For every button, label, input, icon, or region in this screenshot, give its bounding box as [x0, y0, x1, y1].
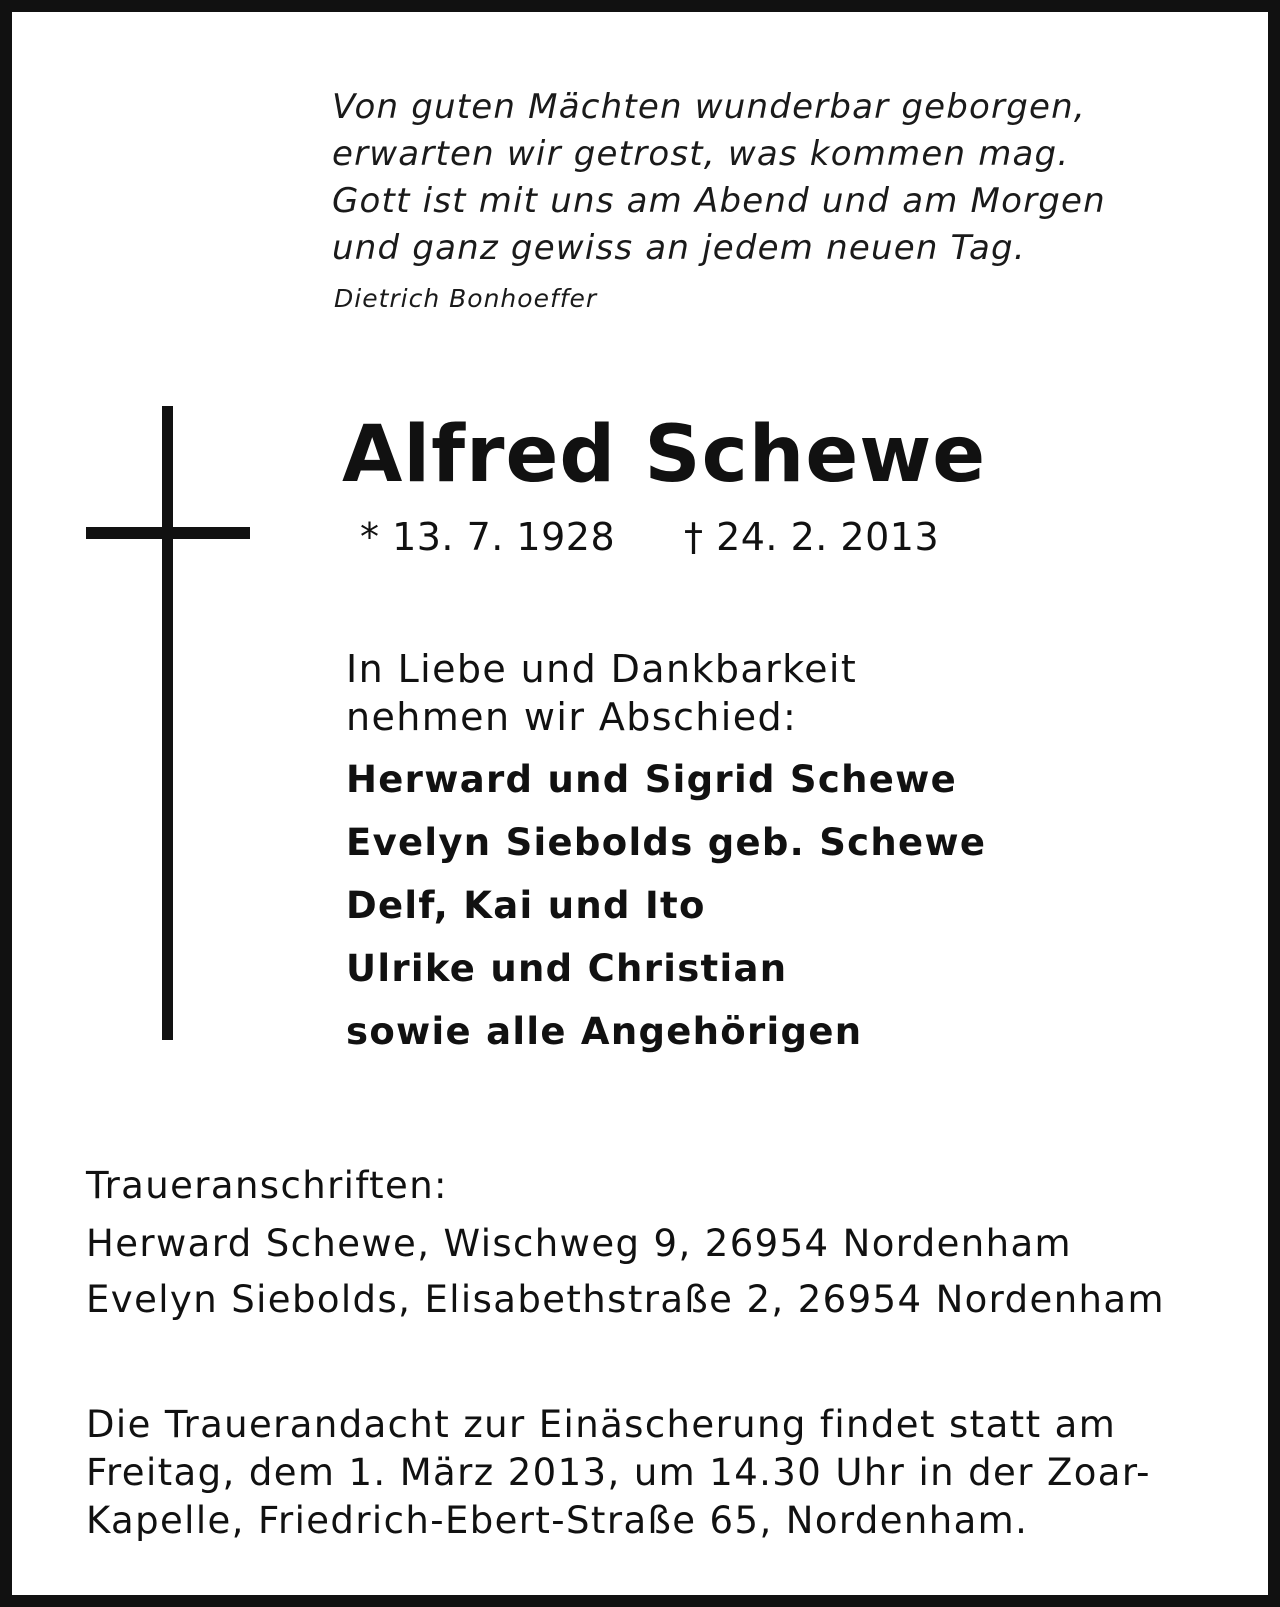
mourner-item: Ulrike und Christian — [346, 947, 788, 990]
farewell-line: nehmen wir Abschied: — [346, 695, 798, 739]
service-line: Kapelle, Friedrich-Ebert-Straße 65, Nordenham. — [86, 1499, 1029, 1542]
address-line: Herward Schewe, Wischweg 9, 26954 Nordenham — [86, 1222, 1072, 1265]
mourner-item: sowie alle Angehörigen — [346, 1010, 863, 1053]
quote-author: Dietrich Bonhoeffer — [334, 284, 598, 313]
cross-horizontal-beam — [86, 527, 250, 539]
service-line: Freitag, dem 1. März 2013, um 14.30 Uhr in der Zoar- — [86, 1451, 1151, 1494]
mourners-list — [346, 754, 986, 1069]
addresses-heading: Traueranschriften: — [86, 1164, 448, 1207]
deceased-name: Alfred Schewe — [342, 410, 987, 500]
quote-line: Gott ist mit uns am Abend und am Morgen — [332, 181, 1106, 221]
farewell-line: In Liebe und Dankbarkeit — [346, 647, 858, 691]
farewell-text — [346, 645, 857, 741]
quote-line: und ganz gewiss an jedem neuen Tag. — [332, 228, 1026, 268]
funeral-service-info — [86, 1401, 1151, 1545]
birth-date: * 13. 7. 1928 — [360, 515, 616, 559]
service-line: Die Trauerandacht zur Einäscherung findet statt am — [86, 1403, 1117, 1446]
mourner-item: Evelyn Siebolds geb. Schewe — [346, 821, 987, 864]
quote-line: Von guten Mächten wunderbar geborgen, — [332, 87, 1086, 127]
mourner-item: Herward und Sigrid Schewe — [346, 758, 958, 801]
mourner-item: Delf, Kai und Ito — [346, 884, 706, 927]
bonhoeffer-quote — [332, 84, 1232, 272]
address-line: Evelyn Siebolds, Elisabethstraße 2, 26954 Nordenham — [86, 1278, 1165, 1321]
cross-vertical-beam — [162, 406, 173, 1040]
death-date: † 24. 2. 2013 — [684, 515, 940, 559]
condolence-addresses — [86, 1164, 1165, 1334]
quote-line: erwarten wir getrost, was kommen mag. — [332, 134, 1070, 174]
